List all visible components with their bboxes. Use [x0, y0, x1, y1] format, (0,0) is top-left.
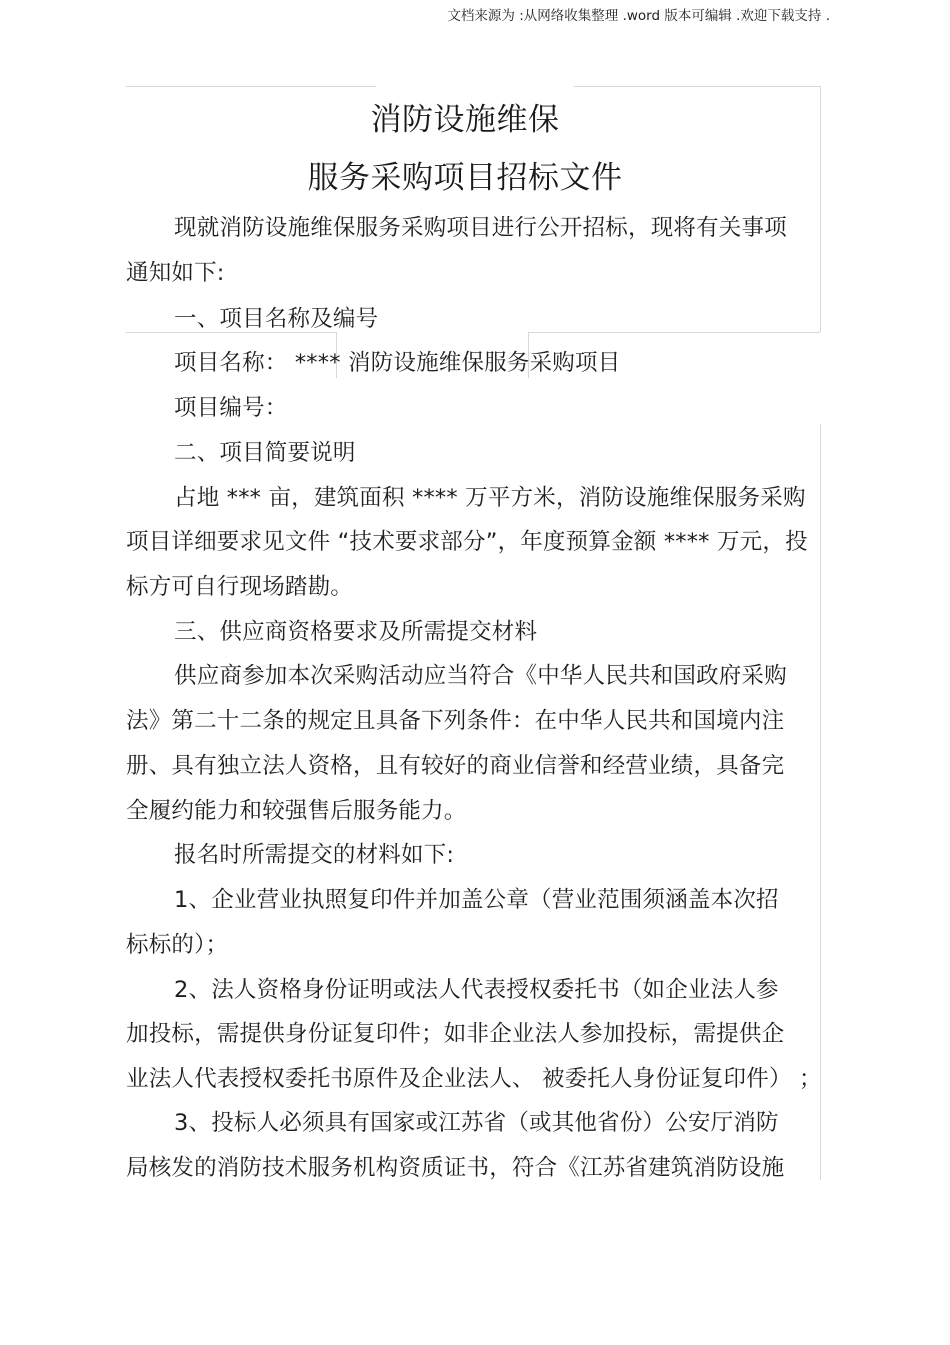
frame-line: [574, 86, 820, 87]
document-title-line1: 消防设施维保: [370, 102, 560, 138]
material-item-1: 1、企业营业执照复印件并加盖公章（营业范围须涵盖本次招: [174, 887, 779, 913]
section-heading-2: 二、项目简要说明: [174, 440, 356, 466]
frame-line: [528, 332, 820, 333]
intro-paragraph: 现就消防设施维保服务采购项目进行公开招标，现将有关事项: [174, 215, 787, 241]
materials-intro: 报名时所需提交的材料如下:: [174, 842, 455, 868]
material-item-1-cont: 标标的）；: [126, 932, 229, 958]
project-description: 占地 *** 亩，建筑面积 **** 万平方米，消防设施维保服务采购: [174, 485, 806, 511]
qualification-paragraph: 供应商参加本次采购活动应当符合《中华人民共和国政府采购: [174, 663, 787, 689]
intro-paragraph-cont: 通知如下:: [126, 260, 225, 286]
material-item-2-cont: 加投标，需提供身份证复印件；如非企业法人参加投标，需提供企: [126, 1021, 785, 1047]
project-description-cont: 标方可自行现场踏勘。: [126, 574, 354, 600]
material-item-3: 3、投标人必须具有国家或江苏省（或其他省份）公安厅消防: [174, 1110, 779, 1136]
project-name: 项目名称： **** 消防设施维保服务采购项目: [174, 350, 621, 376]
document-title-line2: 服务采购项目招标文件: [307, 160, 623, 196]
project-description-cont: 项目详细要求见文件 “技术要求部分”，年度预算金额 **** 万元，投: [126, 529, 808, 555]
material-item-2: 2、法人资格身份证明或法人代表授权委托书（如企业法人参: [174, 977, 779, 1003]
material-item-2-cont: 业法人代表授权委托书原件及企业法人、 被委托人身份证复印件） ；: [126, 1066, 822, 1092]
section-heading-1: 一、项目名称及编号: [174, 306, 379, 332]
section-heading-3: 三、供应商资格要求及所需提交材料: [174, 619, 538, 645]
material-item-3-cont: 局核发的消防技术服务机构资质证书，符合《江苏省建筑消防设施: [126, 1155, 785, 1181]
qualification-paragraph-cont: 全履约能力和较强售后服务能力。: [126, 798, 467, 824]
document-source-note: 文档来源为 :从网络收集整理 .word 版本可编辑 .欢迎下载支持 .: [447, 8, 830, 24]
qualification-paragraph-cont: 册、具有独立法人资格，且有较好的商业信誉和经营业绩，具备完: [126, 753, 785, 779]
project-number: 项目编号：: [174, 395, 288, 421]
frame-line: [126, 86, 376, 87]
qualification-paragraph-cont: 法》第二十二条的规定且具备下列条件：在中华人民共和国境内注: [126, 708, 785, 734]
